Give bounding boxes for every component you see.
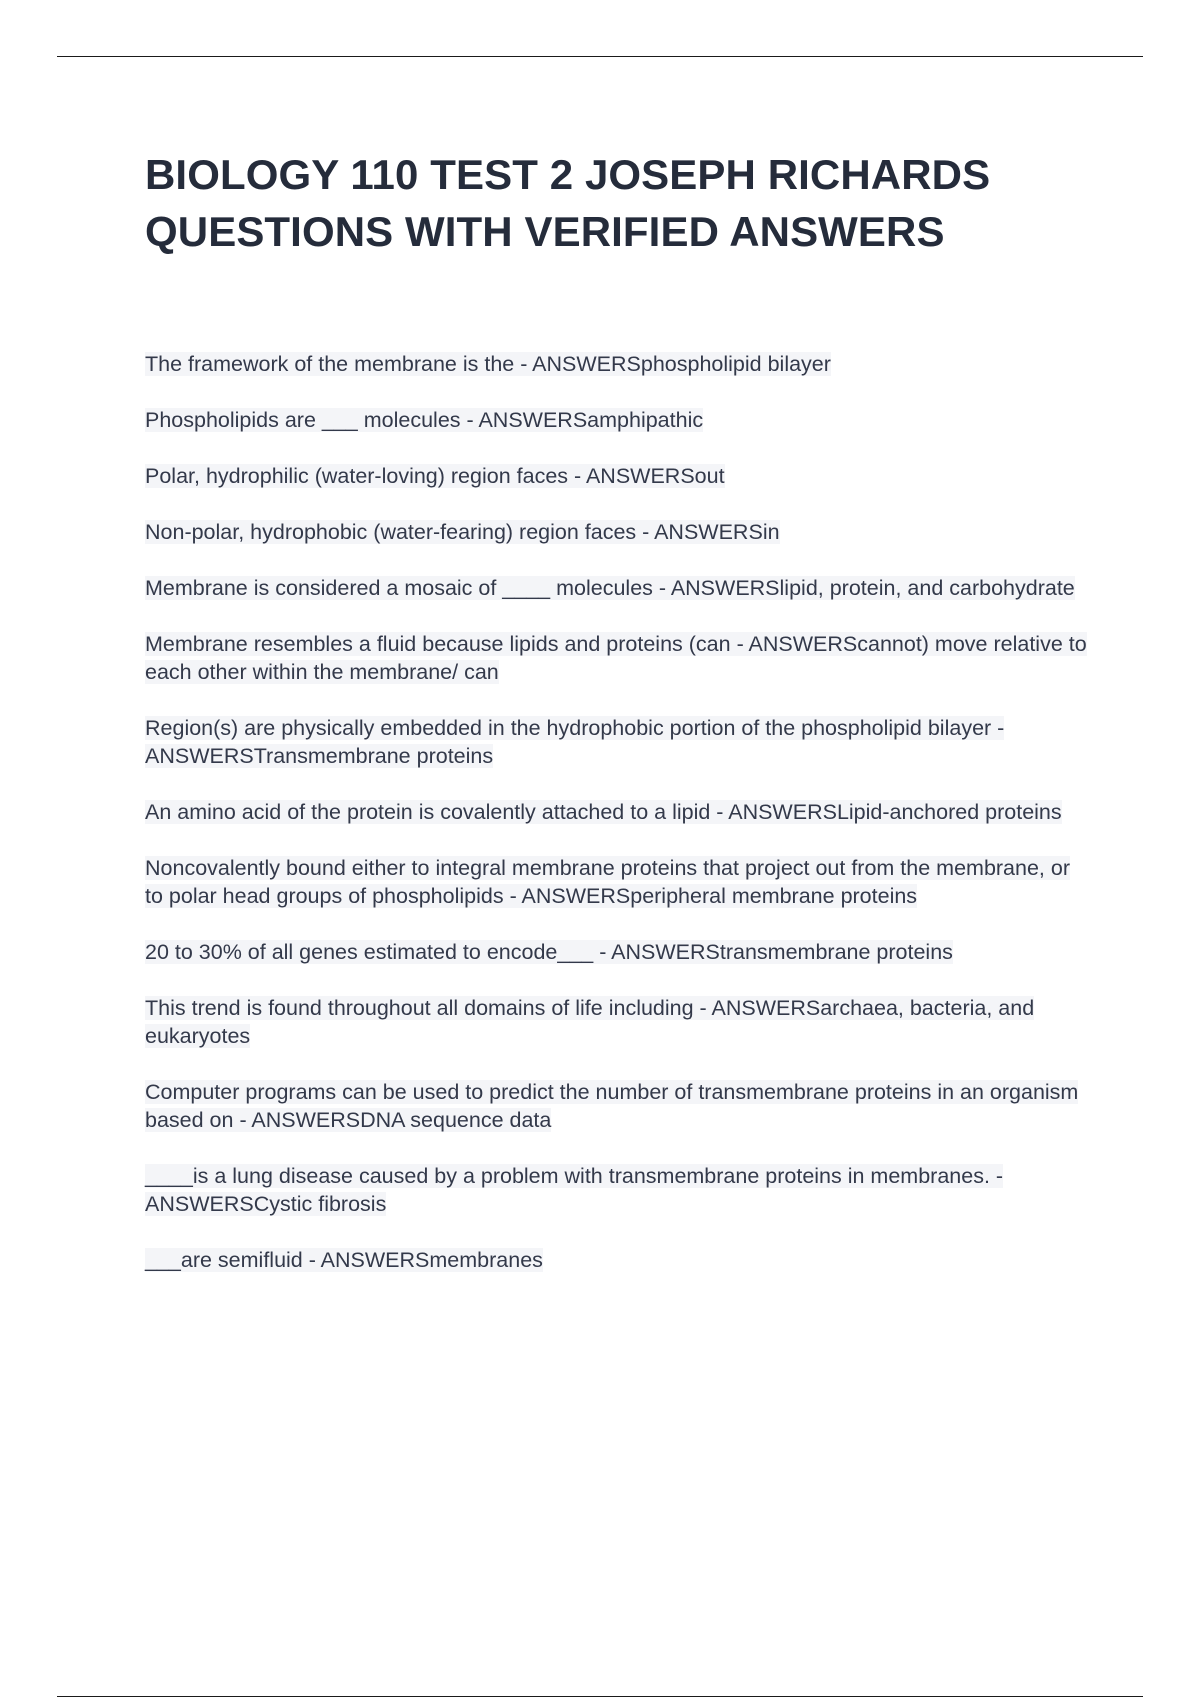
question-text: Region(s) are physically embedded in the hydrophobic portion of the phospholipid bilayer - ANSWERS	[145, 716, 1005, 768]
question-text: Membrane resembles a fluid because lipids and proteins (can - ANSWERS	[145, 632, 858, 656]
question-text: The framework of the membrane is the - ANSWERS	[145, 352, 641, 376]
question-text: Noncovalently bound either to integral membrane proteins that project out from the membrane, or to polar head groups of phospholipids - ANSWERS	[145, 856, 1070, 908]
question-text: Polar, hydrophilic (water-loving) region faces - ANSWERS	[145, 464, 695, 488]
qa-list	[145, 350, 1090, 1274]
question-text: Computer programs can be used to predict the number of transmembrane proteins in an organism based on - ANSWERS	[145, 1080, 1079, 1132]
answer-text: out	[694, 464, 725, 488]
qa-item	[145, 462, 1090, 490]
answer-text: in	[762, 520, 780, 544]
bottom-divider	[57, 1696, 1143, 1697]
qa-item	[145, 1162, 1090, 1218]
answer-text: Transmembrane proteins	[253, 744, 494, 768]
qa-item	[145, 994, 1090, 1050]
question-text: 20 to 30% of all genes estimated to encode___ - ANSWERS	[145, 940, 720, 964]
question-text: This trend is found throughout all domains of life including - ANSWERS	[145, 996, 821, 1020]
document-body	[145, 146, 1090, 1302]
answer-text: peripheral membrane proteins	[630, 884, 918, 908]
answer-text: amphipathic	[587, 408, 704, 432]
question-text: Membrane is considered a mosaic of ____ molecules - ANSWERS	[145, 576, 780, 600]
qa-item	[145, 854, 1090, 910]
answer-text: phospholipid bilayer	[640, 352, 831, 376]
answer-text: DNA sequence data	[360, 1108, 552, 1132]
answer-text: archaea, bacteria, and eukaryotes	[145, 996, 1035, 1048]
qa-item	[145, 938, 1090, 966]
qa-item	[145, 630, 1090, 686]
qa-item	[145, 714, 1090, 770]
top-divider	[57, 56, 1143, 57]
answer-text: membranes	[429, 1248, 543, 1272]
answer-text: cannot) move relative to each other within the membrane/ can	[145, 632, 1087, 684]
qa-item	[145, 406, 1090, 434]
qa-item	[145, 1246, 1090, 1274]
answer-text: transmembrane proteins	[719, 940, 953, 964]
question-text: Phospholipids are ___ molecules - ANSWERS	[145, 408, 588, 432]
answer-text: Cystic fibrosis	[253, 1192, 387, 1216]
question-text: ___are semifluid - ANSWERS	[145, 1248, 430, 1272]
qa-item	[145, 518, 1090, 546]
question-text: ____is a lung disease caused by a problem with transmembrane proteins in membranes. - ANSWERS	[145, 1164, 1004, 1216]
answer-text: Lipid-anchored proteins	[836, 800, 1062, 824]
qa-item	[145, 1078, 1090, 1134]
question-text: Non-polar, hydrophobic (water-fearing) region faces - ANSWERS	[145, 520, 763, 544]
question-text: An amino acid of the protein is covalently attached to a lipid - ANSWERS	[145, 800, 837, 824]
qa-item	[145, 350, 1090, 378]
qa-item	[145, 798, 1090, 826]
answer-text: lipid, protein, and carbohydrate	[779, 576, 1075, 600]
qa-item	[145, 574, 1090, 602]
document-title: BIOLOGY 110 TEST 2 JOSEPH RICHARDS QUESTIONS WITH VERIFIED ANSWERS	[145, 151, 991, 255]
